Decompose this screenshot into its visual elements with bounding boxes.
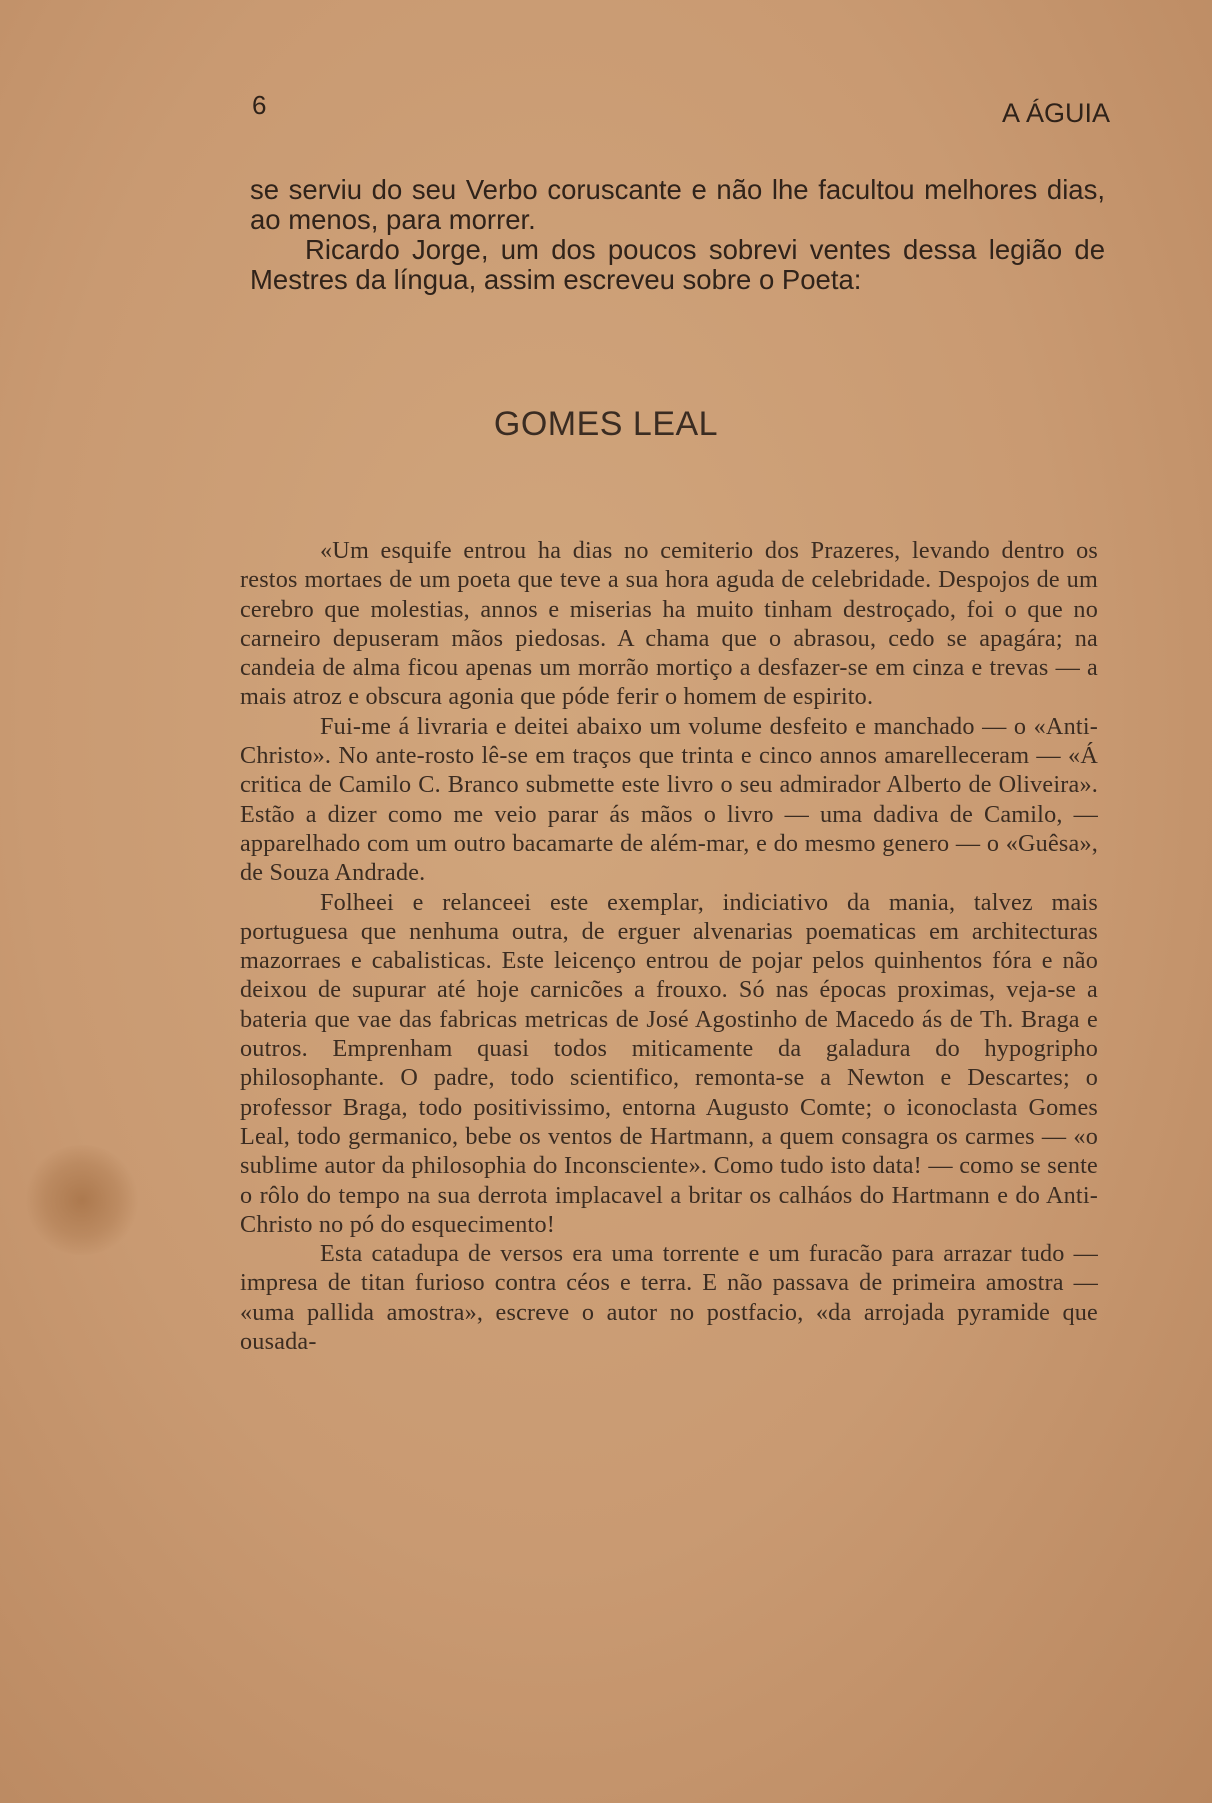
intro-text	[250, 175, 1105, 295]
body-paragraph: Fui-me á livraria e deitei abaixo um volume desfeito e manchado — o «Anti-Christo». No ante-rosto lê-se em traços que trinta e cinco annos amarelleceram — «Á critica de Camilo C. Branco submette este livro o seu admirador Alberto de Oliveira». Estão a dizer como me veio parar ás mãos o livro — uma dadiva de Camilo, — apparelhado com um outro bacamarte de além-mar, e do mesmo genero — o «Guêsa», de Souza Andrade.	[240, 712, 1098, 887]
intro-paragraph: Ricardo Jorge, um dos poucos sobrevi ventes dessa legião de Mestres da língua, assim escreveu sobre o Poeta:	[250, 234, 1105, 295]
running-head: A ÁGUIA	[1002, 98, 1111, 128]
paper-stain	[22, 1145, 142, 1255]
body-paragraph: Folheei e relanceei este exemplar, indiciativo da mania, talvez mais portuguesa que nenhuma outra, de erguer alvenarias poematicas em architecturas mazorraes e cabalisticas. Este leicenço entrou de pojar pelos quinhentos fóra e não deixou de supurar até hoje carnicões a frouxo. Só nas épocas proximas, veja-se a bateria que vae das fabricas metricas de José Agostinho de Macedo ás de Th. Braga e outros. Emprenham quasi todos miticamente da galadura do hypogripho philosophante. O padre, todo scientifico, remonta-se a Newton e Descartes; o professor Braga, todo positivissimo, entorna Augusto Comte; o iconoclasta Gomes Leal, todo germanico, bebe os ventos de Hartmann, a quem consagra os carmes — «o sublime autor da philosophia do Inconsciente». Como tudo isto data! — como se sente o rôlo do tempo na sua derrota implacavel a britar os calháos do Hartmann e do Anti-Christo no pó do esquecimento!	[240, 888, 1098, 1238]
body-paragraph: «Um esquife entrou ha dias no cemiterio dos Prazeres, levando dentro os restos mortaes de um poeta que teve a sua hora aguda de celebridade. Despojos de um cerebro que molestias, annos e miserias ha muito tinham destroçado, foi o que no carneiro depuseram mãos piedosas. A chama que o abrasou, cedo se apagára; na candeia de alma ficou apenas um morrão mortiço a desfazer-se em cinza e trevas — a mais atroz e obscura agonia que póde ferir o homem de espirito.	[240, 537, 1098, 711]
quoted-article	[240, 536, 1098, 1356]
section-title: GOMES LEAL	[493, 405, 719, 443]
intro-paragraph: se serviu do seu Verbo coruscante e não lhe facultou melhores dias, ao menos, para morrer.	[250, 174, 1105, 235]
body-paragraph: Esta catadupa de versos era uma torrente e um furacão para arrazar tudo — impresa de titan furioso contra céos e terra. E não passava de primeira amostra — «uma pallida amostra», escreve o autor no postfacio, «da arrojada pyramide que ousada-	[240, 1240, 1098, 1356]
page-number: 6	[252, 90, 267, 120]
